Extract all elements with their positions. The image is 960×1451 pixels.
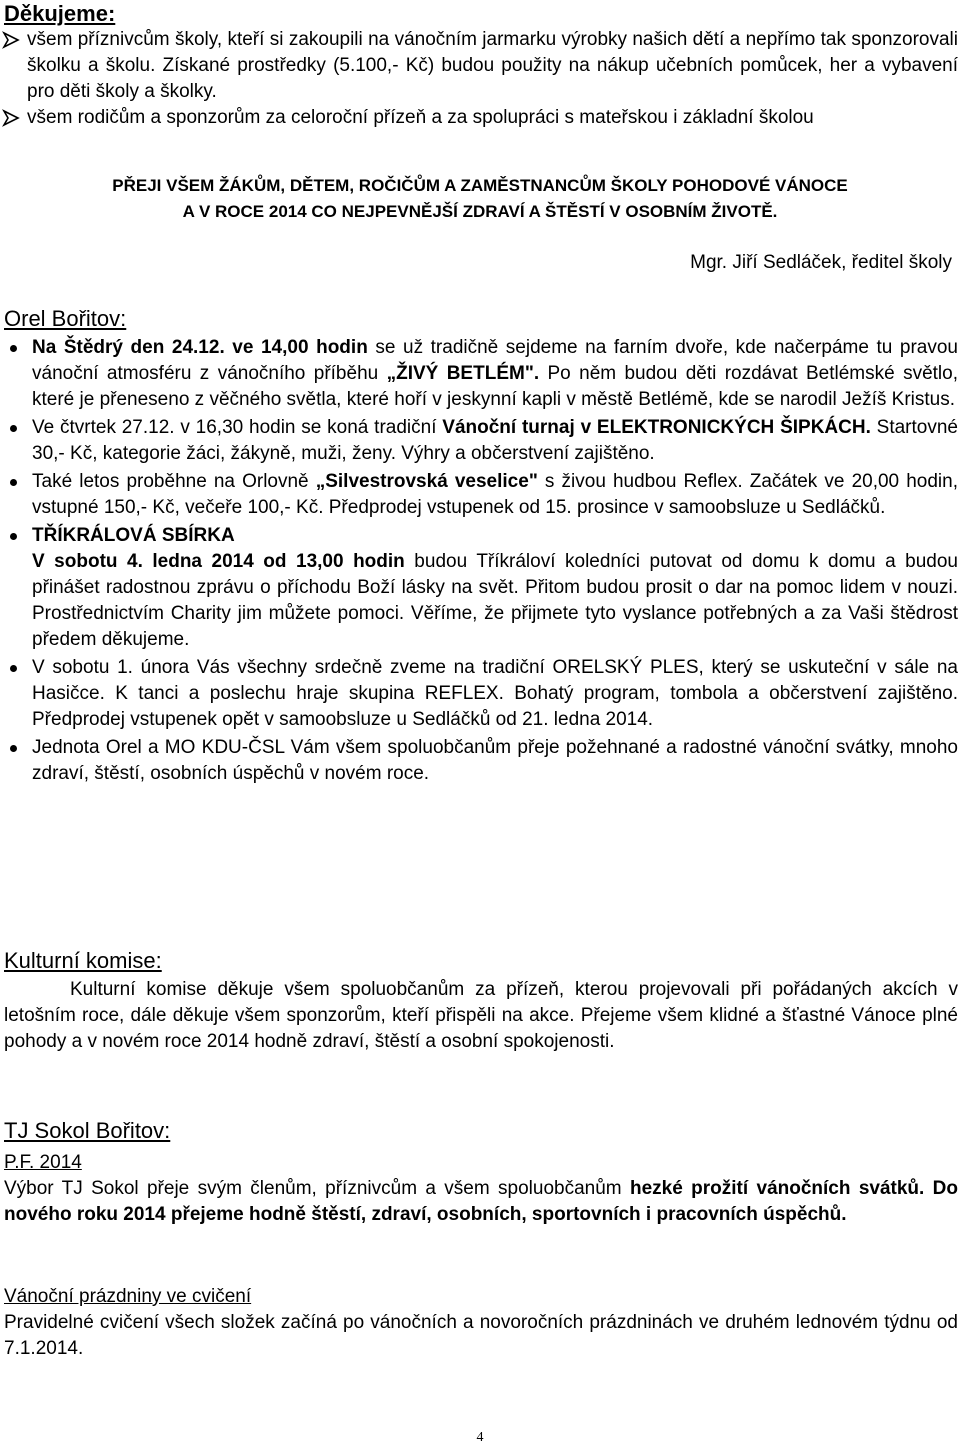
- bullet-dot-icon: [10, 425, 17, 432]
- event-title: Vánoční turnaj v ELEKTRONICKÝCH ŠIPKÁCH.: [442, 417, 871, 438]
- list-item: [0, 469, 958, 521]
- event-date: Na Štědrý den 24.12. ve 14,00 hodin: [32, 337, 368, 358]
- list-item: [0, 523, 958, 653]
- event-text: V sobotu 1. února Vás všechny srdečně zveme na tradiční ORELSKÝ PLES, který se uskuteční v sále na Hasičce. K tanci a poslechu hraje skupina REFLEX. Bohatý program, tombola a občerstvení zajištěno. Předprodej vstupenek opět v samoobsluze u Sedláčků od 21. ledna 2014.: [32, 657, 958, 730]
- section-heading-sokol: TJ Sokol Bořitov:: [4, 1118, 171, 1143]
- list-item: [0, 415, 958, 467]
- event-text: Ve čtvrtek 27.12. v 16,30 hodin se koná tradiční: [32, 417, 443, 438]
- greeting-line: A V ROCE 2014 CO NEJPEVNĚJŠÍ ZDRAVÍ A ŠTĚSTÍ V OSOBNÍM ŽIVOTĚ.: [182, 202, 778, 221]
- thanks-item-text: všem příznivcům školy, kteří si zakoupili na vánočním jarmarku výrobky našich dětí a nepřímo tak sponzorovali školku a školu. Získané prostředky (5.100,- Kč) budou použity na nákup učebních pomůcek, her a vybavení pro děti školy a školky.: [27, 29, 958, 102]
- thanks-item: [0, 27, 958, 105]
- culture-text: Kulturní komise děkuje všem spoluobčanům za přízeň, kterou projevovali při pořádaných akcích v letošním roce, dále děkuje všem sponzorům, kteří přispěli na akce. Přejeme všem klidné a šťastné Vánoce plné pohody a v novém roce 2014 hodně zdraví, štěstí a osobní spokojenosti.: [4, 979, 958, 1052]
- event-text: Také letos proběhne na Orlovně: [32, 471, 316, 492]
- event-text: se už tradičně sejdeme na farním dvoře, kde načerpáme tu pravou vánoční atmosféru z vánočního příběhu: [32, 337, 958, 384]
- holiday-text: Pravidelné cvičení všech složek začíná po vánočních a novoročních prázdninách ve druhém lednovém týdnu od 7.1.2014.: [4, 1312, 958, 1359]
- list-item: [0, 735, 958, 787]
- orel-event-list: [0, 335, 958, 787]
- event-text: Po něm budou děti rozdávat Betlémské světlo, které je přeneseno z věčného světla, které hoří v jeskynní kapli v městě Betlémě, kde se narodil Ježíš Kristus.: [32, 363, 958, 410]
- thanks-item-text: všem rodičům a sponzorům za celoroční přízeň a za spolupráci s mateřskou i základní školou: [27, 107, 814, 128]
- page-number: 4: [476, 1430, 484, 1445]
- bullet-dot-icon: [10, 665, 17, 672]
- section-heading-culture: Kulturní komise:: [4, 948, 162, 973]
- principal-signature: Mgr. Jiří Sedláček, ředitel školy: [690, 252, 952, 273]
- list-item: [0, 335, 958, 413]
- list-item: [0, 655, 958, 733]
- event-text: Startovné 30,- Kč, kategorie žáci, žákyně, muži, ženy. Výhry a občerstvení zajištěno.: [32, 417, 958, 464]
- arrow-bullet-icon: [2, 109, 20, 127]
- event-title: TŘÍKRÁLOVÁ SBÍRKA: [32, 525, 235, 546]
- event-title: „ŽIVÝ BETLÉM".: [386, 363, 540, 384]
- thanks-item: [0, 105, 958, 131]
- event-date: V sobotu 4. ledna 2014 od 13,00 hodin: [32, 551, 405, 572]
- arrow-bullet-icon: [2, 31, 20, 49]
- pf-label: P.F. 2014: [4, 1152, 82, 1173]
- sokol-greeting: [4, 1176, 958, 1228]
- event-text: budou Tříkráloví koledníci putovat od domu k domu a budou přinášet radostnou zprávu o příchodu Boží lásky na svět. Přitom budou prosit o dar na pomoc lidem v nouzi. Prostřednictvím Charity jim můžete pomoci. Věříme, že přijmete tyto vyslance potřebných a za Vaši štědrost předem děkujeme.: [32, 551, 958, 650]
- section-heading-thanks: Děkujeme:: [4, 1, 116, 26]
- sokol-greeting-bold: hezké prožití vánočních svátků. Do nového roku 2014 přejeme hodně štěstí, zdraví, osobních, sportovních i pracovních úspěchů.: [4, 1178, 958, 1225]
- bullet-dot-icon: [10, 533, 17, 540]
- bullet-dot-icon: [10, 745, 17, 752]
- section-heading-orel: Orel Bořitov:: [4, 306, 127, 331]
- holiday-title: Vánoční prázdniny ve cvičení: [4, 1286, 252, 1307]
- sokol-greeting-text: Výbor TJ Sokol přeje svým členům, příznivcům a všem spoluobčanům: [4, 1178, 630, 1199]
- event-text: Jednota Orel a MO KDU-ČSL Vám všem spoluobčanům přeje požehnané a radostné vánoční svátky, mnoho zdraví, štěstí, osobních úspěchů v novém roce.: [32, 737, 958, 784]
- event-text: s živou hudbou Reflex. Začátek ve 20,00 hodin, vstupné 150,- Kč, večeře 100,- Kč. Předprodej vstupenek od 15. prosince v samoobsluze u Sedláčků.: [32, 471, 958, 518]
- bullet-dot-icon: [10, 479, 17, 486]
- bullet-dot-icon: [10, 345, 17, 352]
- event-title: „Silvestrovská veselice": [315, 471, 538, 492]
- greeting-line: PŘEJI VŠEM ŽÁKŮM, DĚTEM, ROČIČŮM A ZAMĚSTNANCŮM ŠKOLY POHODOVÉ VÁNOCE: [112, 176, 848, 195]
